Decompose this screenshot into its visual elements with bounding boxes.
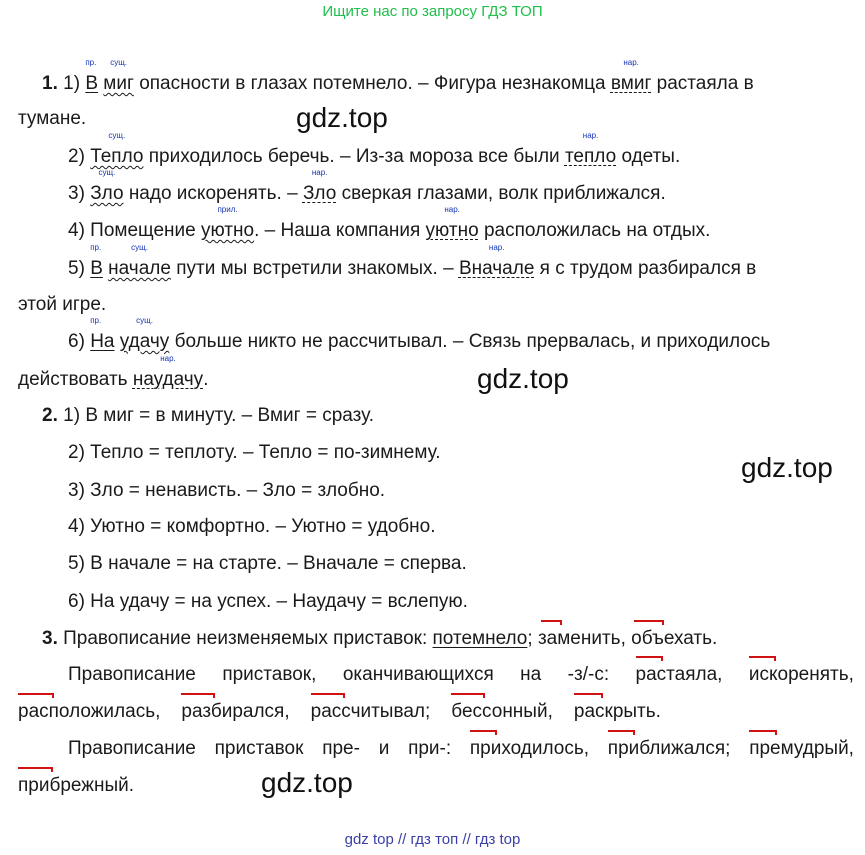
ex3-line-1: 3. Правописание неизменяемых приставок: потемнело; заменить, объехать. xyxy=(0,625,865,653)
word-nachale: начале xyxy=(108,258,171,279)
word-zlo-adv: Зло xyxy=(302,183,337,204)
label-noun: сущ. xyxy=(110,58,127,67)
top-banner[interactable]: Ищите нас по запросу ГДЗ ТОП xyxy=(322,3,543,20)
prefix-mark xyxy=(574,693,603,698)
label-adj: прил. xyxy=(217,205,238,214)
ex2-line-4: 4) Уютно = комфортно. – Уютно = удобно. xyxy=(68,516,436,537)
label-adv: нар. xyxy=(488,243,505,252)
ex1-line-3: 3) сущ. Зло надо искоренять. – нар. Зло сверкая глазами, волк приближался. xyxy=(68,168,666,204)
label-noun: сущ. xyxy=(98,168,116,177)
ex1-line-5b: этой игре. xyxy=(18,294,107,315)
ex1-line-2: 2) сущ. Тепло приходилось беречь. – Из-за мороза все были нар. тепло одеты. xyxy=(68,131,681,167)
prefix-mark xyxy=(608,730,635,735)
word-naudachu: наудачу xyxy=(132,369,204,390)
ex3-line-3: расположилась, разбирался, рассчитывал; бессонный, раскрыть. xyxy=(18,698,854,726)
ex1-line-1b: тумане. xyxy=(18,108,87,129)
ex1-line-5: 5) пр. В сущ. начале пути мы встретили знакомых. – нар. Вначале я с трудом разбирался в xyxy=(68,243,757,279)
ex3-line-5: прибрежный. xyxy=(0,772,865,800)
prefix-mark xyxy=(636,656,663,661)
ex3-number: 3. xyxy=(42,628,58,649)
prefix-mark xyxy=(541,620,562,625)
ex1-line-6b: действовать нар. наудачу. xyxy=(18,354,209,390)
label-adv: нар. xyxy=(582,131,599,140)
label-prep: пр. xyxy=(90,243,102,252)
ex1-line-1: 1. 1) пр. В сущ. миг опасности в глазах потемнело. – Фигура незнакомца нар. вмиг растаяла в xyxy=(42,58,754,94)
prefix-mark xyxy=(18,693,54,698)
watermark: gdz.top xyxy=(296,102,388,133)
label-noun: сущ. xyxy=(131,243,148,252)
prefix-mark xyxy=(749,730,777,735)
ex2-line-6: 6) На удачу = на успех. – Наудачу = вслепую. xyxy=(68,591,468,612)
prefix-mark xyxy=(749,656,776,661)
prefix-mark xyxy=(451,693,485,698)
label-prep: пр. xyxy=(90,316,102,325)
word-vmig: вмиг xyxy=(610,73,652,94)
ex2-line-3: 3) Зло = ненависть. – Зло = злобно. xyxy=(68,480,386,501)
word-zlo-noun: Зло xyxy=(90,183,124,204)
ex1-number: 1. xyxy=(42,73,58,94)
word-uyutno-adv: уютно xyxy=(425,220,479,241)
word-v: В xyxy=(85,73,99,94)
ex3-line-2: Правописание приставок, оканчивающихся на -з/-с: растаяла, искоренять, xyxy=(18,661,854,689)
word-v2: В xyxy=(90,258,103,279)
word-zamenit: заменить xyxy=(537,628,621,649)
word-teplo-adv: тепло xyxy=(564,146,617,167)
word-uyutno-adj: уютно xyxy=(200,220,255,241)
ex2-line-2: 2) Тепло = теплоту. – Тепло = по-зимнему. xyxy=(68,442,441,463)
label-adv: нар. xyxy=(311,168,328,177)
label-adv: нар. xyxy=(444,205,460,214)
word-potemnelo: потемнело xyxy=(432,628,528,649)
label-adv: нар. xyxy=(160,354,176,363)
prefix-mark xyxy=(18,767,53,772)
prefix-mark xyxy=(181,693,215,698)
ex2-number: 2. xyxy=(42,405,58,426)
word-obekhat: объехать xyxy=(631,628,713,649)
watermark: gdz.top xyxy=(261,767,353,798)
prefix-mark xyxy=(470,730,497,735)
ex2-line-5: 5) В начале = на старте. – Вначале = сперва. xyxy=(68,553,467,574)
watermark: gdz.top xyxy=(741,452,833,483)
ex3-line-4: Правописание приставок пре- и при-: приходилось, приближался; премудрый, xyxy=(18,735,854,763)
prefix-mark xyxy=(634,620,664,625)
bottom-banner[interactable]: gdz top // гдз топ // гдз top xyxy=(344,831,521,848)
ex1-line-4: 4) Помещение прил. уютно. – Наша компания нар. уютно расположилась на отдых. xyxy=(68,205,711,241)
prefix-mark xyxy=(311,693,345,698)
watermark: gdz.top xyxy=(477,363,569,394)
word-udachu: удачу xyxy=(119,331,170,352)
ex1-line-6: 6) пр. На сущ. удачу больше никто не рассчитывал. – Связь прервалась, и приходилось xyxy=(68,316,771,352)
word-teplo-noun: Тепло xyxy=(90,146,144,167)
label-noun: сущ. xyxy=(136,316,153,325)
word-vnachale: Вначале xyxy=(458,258,535,279)
label-prep: пр. xyxy=(85,58,97,67)
ex2-line-1: 2. 1) В миг = в минуту. – Вмиг = сразу. xyxy=(42,405,374,426)
word-mig: миг xyxy=(103,73,134,94)
label-adv: нар. xyxy=(623,58,639,67)
label-noun: сущ. xyxy=(108,131,126,140)
word-na: На xyxy=(90,331,115,352)
